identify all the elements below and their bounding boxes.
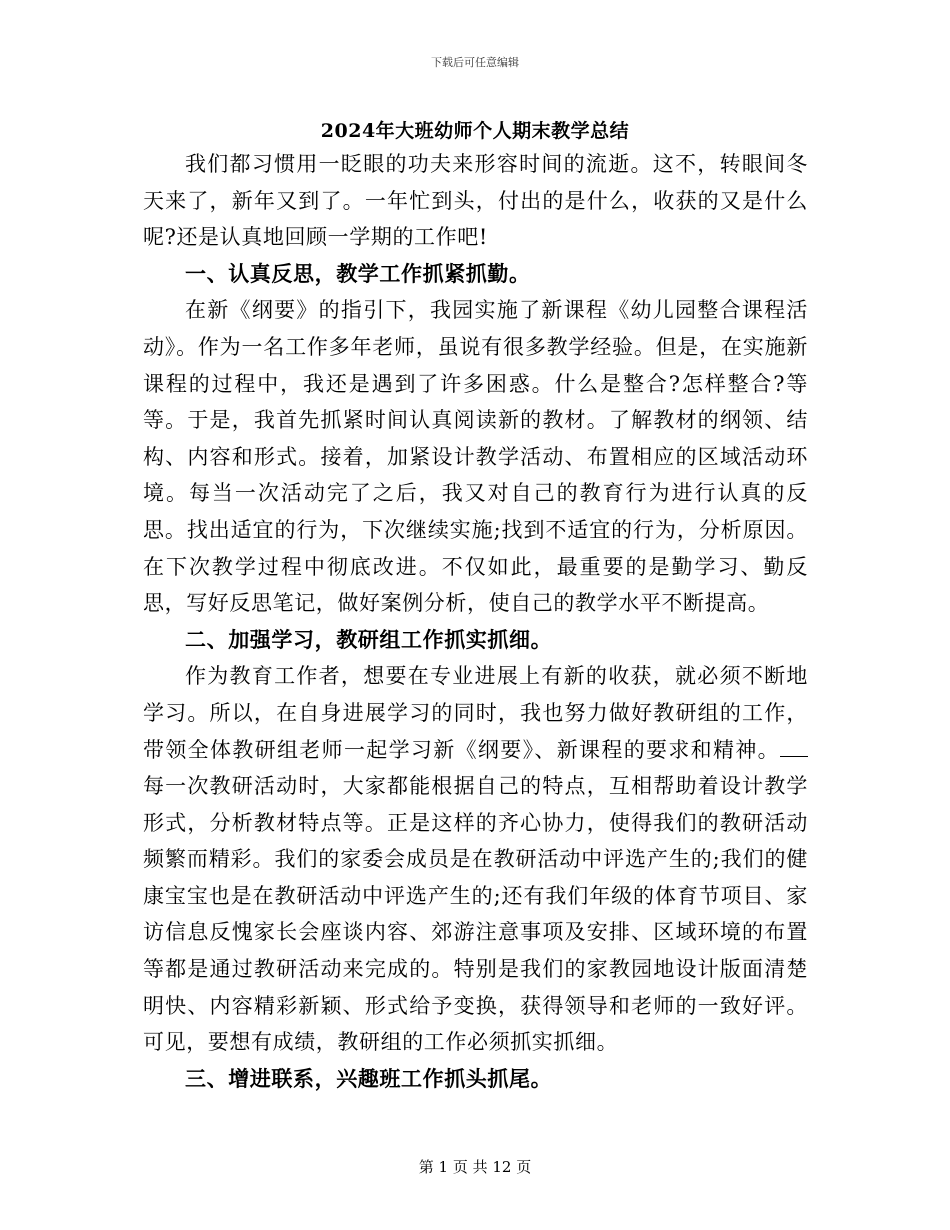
section-2-heading: 二、加强学习，教研组工作抓实抓细。 bbox=[185, 626, 553, 652]
download-note: 下载后可任意编辑 bbox=[431, 56, 519, 69]
page-number: 第 1 页 共 12 页 bbox=[418, 1158, 532, 1176]
section-3-heading: 三、增进联系，兴趣班工作抓头抓尾。 bbox=[185, 1065, 553, 1091]
intro-paragraph: 我们都习惯用一眨眼的功夫来形容时间的流逝。这不，转眼间冬天来了，新年又到了。一年忙到头，付出的是什么，收获的又是什么呢?还是认真地回顾一学期的工作吧! bbox=[143, 152, 808, 250]
section-2-text-part2: 每一次教研活动时，大家都能根据自己的特点，互相帮助着设计教学形式，分析教材特点等。正是这样的齐心协力，使得我们的教研活动频繁而精彩。我们的家委会成员是在教研活动中评选产生的;我们的健康宝宝也是在教研活动中评选产生的;还有我们年级的体育节项目、家访信息反愧家长会座谈内容、郊游注意事项及安排、区域环境的布置等都是通过教研活动来完成的。特别是我们的家教园地设计版面清楚明快、内容精彩新颖、形式给予变换，获得领导和老师的一致好评。可见，要想有成绩，教研组的工作必须抓实抓细。 bbox=[143, 774, 808, 1055]
document-title: 2024年大班幼师个人期末教学总结 bbox=[320, 120, 630, 142]
fill-in-blank bbox=[780, 740, 808, 757]
section-1-paragraph: 在新《纲要》的指引下，我园实施了新课程《幼儿园整合课程活动》。作为一名工作多年老师，虽说有很多教学经验。但是，在实施新课程的过程中，我还是遇到了许多困惑。什么是整合?怎样整合?等等。于是，我首先抓紧时间认真阅读新的教材。了解教材的纲领、结构、内容和形式。接着，加紧设计教学活动、布置相应的区域活动环境。每当一次活动完了之后，我又对自己的教育行为进行认真的反思。找出适宜的行为，下次继续实施;找到不适宜的行为，分析原因。在下次教学过程中彻底改进。不仅如此，最重要的是勤学习、勤反思，写好反思笔记，做好案例分析，使自己的教学水平不断提高。 bbox=[143, 298, 808, 616]
document-body bbox=[143, 146, 808, 1097]
section-2-paragraph bbox=[143, 658, 808, 1061]
section-2-text-part1: 作为教育工作者，想要在专业进展上有新的收获，就必须不断地学习。所以，在自身进展学习的同时，我也努力做好教研组的工作，带领全体教研组老师一起学习新《纲要》、新课程的要求和精神。 bbox=[143, 664, 808, 762]
section-1-heading: 一、认真反思，教学工作抓紧抓勤。 bbox=[185, 260, 531, 286]
